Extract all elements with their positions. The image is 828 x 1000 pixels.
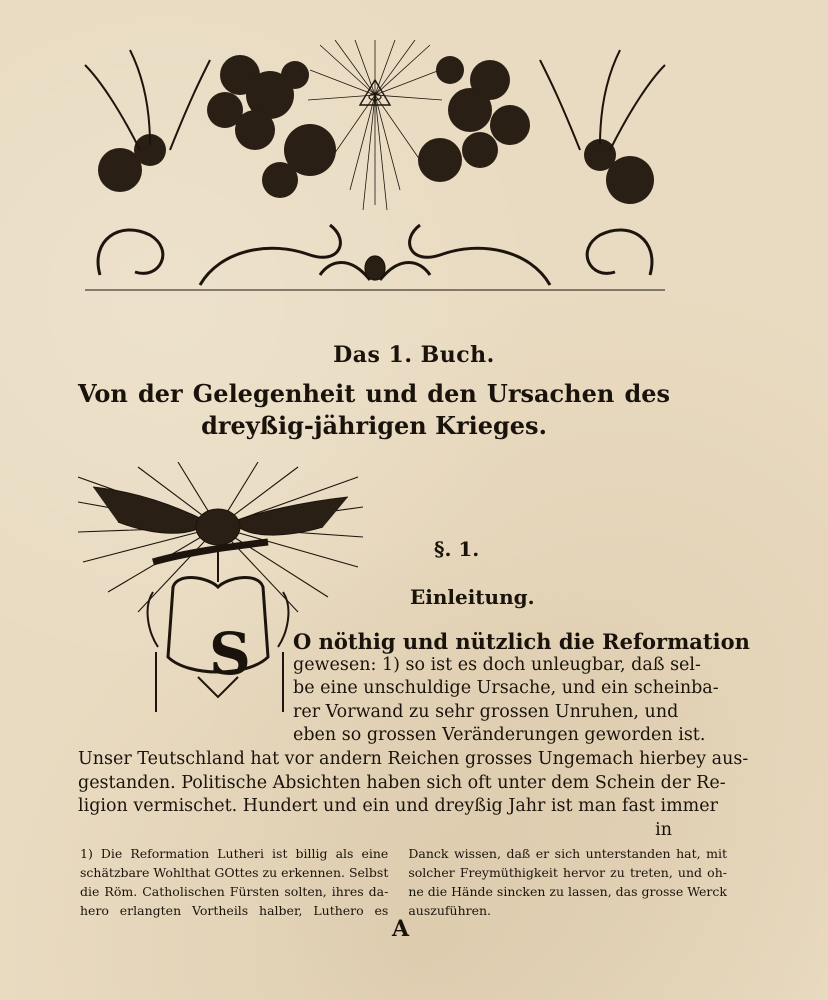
section-number: §. 1. — [434, 537, 480, 561]
footnote-left-column — [80, 844, 388, 920]
footnote-line: solcher Freymüthigkeit hervor zu treten, und oh- — [408, 865, 727, 880]
left-trees — [98, 55, 336, 198]
drop-cap-initial: S — [209, 620, 251, 688]
right-trees — [418, 56, 654, 204]
section-title: Einleitung. — [410, 585, 535, 609]
footnotes — [80, 844, 727, 920]
body-full-block — [78, 748, 749, 842]
body-line: ligion vermischet. Hundert und ein und dreyßig Jahr ist man fast immer — [78, 796, 718, 816]
body-line: be eine unschuldige Ursache, und ein scheinba- — [293, 678, 719, 698]
body-line: rer Vorwand zu sehr grossen Unruhen, und — [293, 701, 679, 722]
footnote-line: schätzbare Wohlthat GOttes zu erkennen. Selbst — [80, 865, 389, 880]
headpiece-vignette — [80, 40, 670, 295]
body-indented-block — [293, 629, 750, 748]
catchword: in — [655, 819, 672, 840]
footnote-line: Danck wissen, daß er sich unterstanden hat, mit — [408, 846, 727, 861]
footnote-right-column — [408, 844, 727, 920]
body-line: gestanden. Politische Absichten haben sich oft unter dem Schein der Re- — [78, 772, 726, 793]
body-line: O nöthig und nützlich die Reformation — [293, 629, 750, 654]
book-heading: Das 1. Buch. — [333, 342, 495, 368]
footnote-line: ne die Hände sincken zu lassen, das grosse Werck — [408, 884, 727, 899]
footnote-line: 1) Die Reformation Lutheri ist billig als eine — [80, 846, 389, 861]
footnote-line: hero erlangten Vortheils halber, Luthero es — [80, 903, 389, 918]
footnote-line: auszuführen. — [408, 903, 492, 918]
body-line: eben so grossen Veränderungen geworden ist. — [293, 725, 706, 745]
chapter-title: Von der Gelegenheit und den Ursachen des dreyßig-jährigen Krieges. — [78, 379, 670, 440]
footnote-line: die Röm. Catholischen Fürsten solten, ihres da- — [80, 884, 389, 899]
radiant-eye-rays — [308, 40, 442, 210]
signature-mark: A — [392, 916, 410, 942]
body-line: gewesen: 1) so ist es doch unleugbar, daß sel- — [293, 654, 701, 675]
body-line: Unser Teutschland hat vor andern Reichen grosses Ungemach hierbey aus- — [78, 749, 749, 769]
